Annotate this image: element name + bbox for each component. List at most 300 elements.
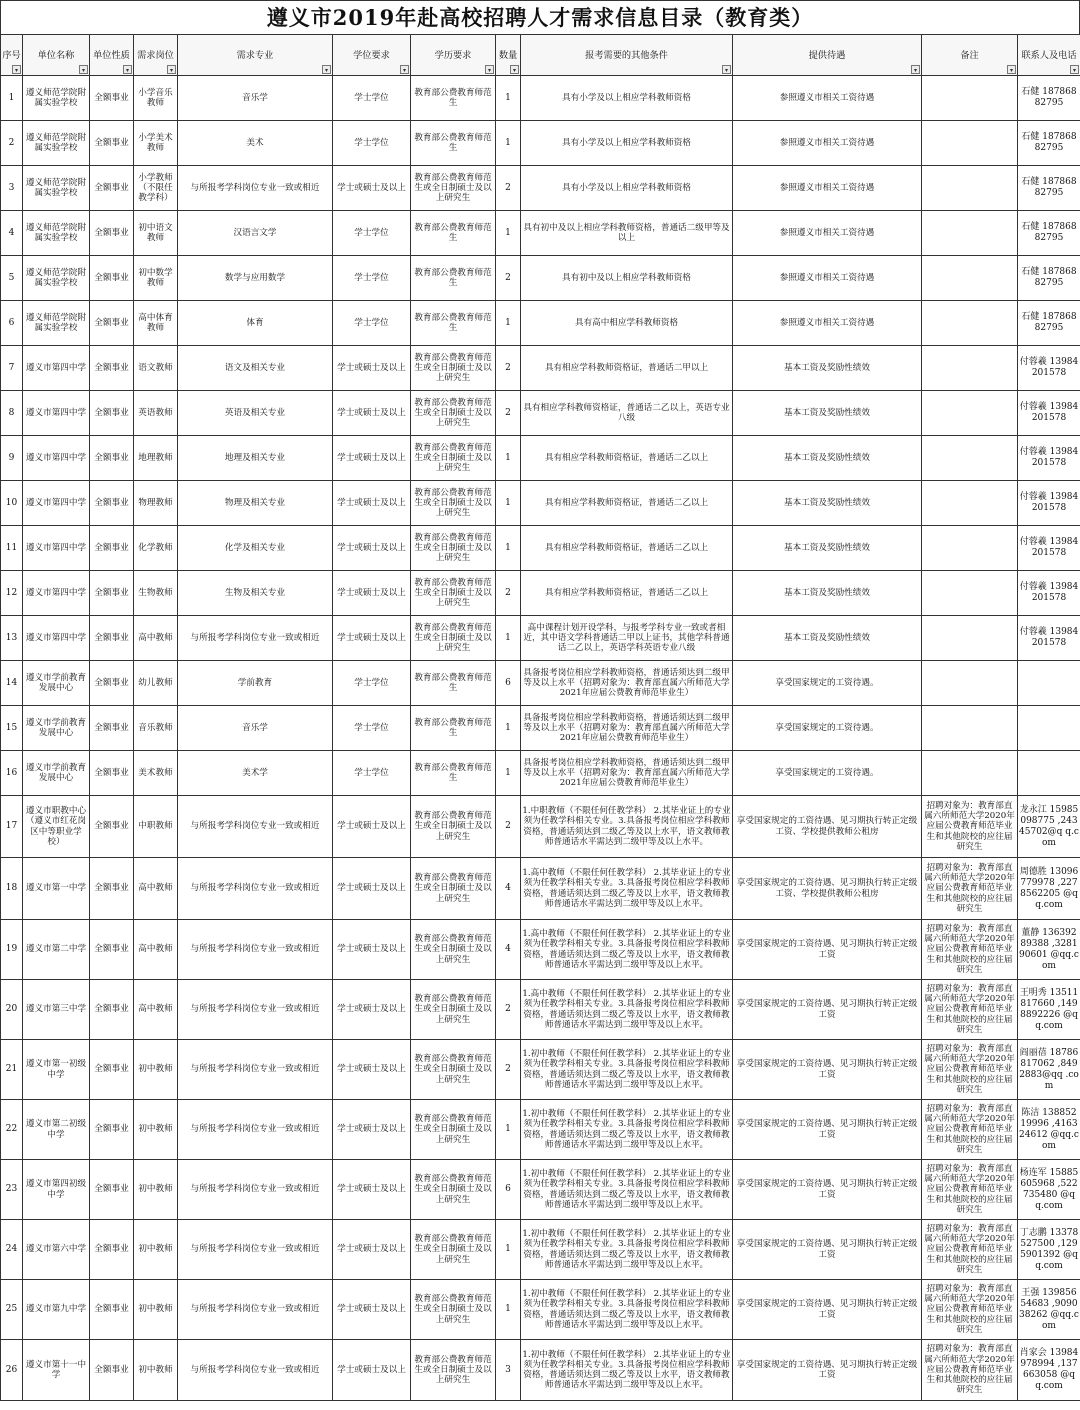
remarks-cell — [922, 526, 1018, 571]
remarks-cell — [922, 571, 1018, 616]
contact-cell: 付蓉羲 13984201578 — [1018, 436, 1080, 481]
degree-cell: 学士或硕士及以上 — [333, 1040, 411, 1100]
benefits-cell: 享受国家规定的工资待遇、见习期执行转正定级工资 — [733, 1280, 922, 1340]
remarks-cell: 招聘对象为：教育部直属六所师范大学2020年应届公费教育师范毕业生和其他院校的应往届研究生 — [922, 1100, 1018, 1160]
education-cell: 教育部公费教育师范生或全日制硕士及以上研究生 — [411, 166, 496, 211]
conditions-cell: 具有初中及以上相应学科教师资格，普通话二级甲等及以上 — [521, 211, 733, 256]
position-cell: 高中教师 — [134, 616, 178, 661]
education-cell: 教育部公费教育师范生或全日制硕士及以上研究生 — [411, 571, 496, 616]
education-cell: 教育部公费教育师范生 — [411, 301, 496, 346]
benefits-cell: 基本工资及奖励性绩效 — [733, 616, 922, 661]
unit-type-cell: 全额事业 — [90, 706, 134, 751]
filter-dropdown-icon[interactable]: ▾ — [400, 65, 409, 74]
conditions-cell: 具备报考岗位相应学科教师资格，普通话须达到二级甲等及以上水平（招聘对象为：教育部直属六所师范大学2021年应届公费教育师范毕业生） — [521, 751, 733, 796]
table-row — [1, 1340, 1080, 1401]
unit-type-cell: 全额事业 — [90, 391, 134, 436]
table-row — [1, 616, 1080, 661]
major-cell: 英语及相关专业 — [178, 391, 333, 436]
major-cell: 与所报考学科岗位专业一致或相近 — [178, 858, 333, 920]
degree-cell: 学士或硕士及以上 — [333, 1160, 411, 1220]
unit-name-cell: 遵义市第一中学 — [23, 858, 90, 920]
unit-name-cell: 遵义市第三中学 — [23, 980, 90, 1040]
position-cell: 初中语文教师 — [134, 211, 178, 256]
row-index-cell: 17 — [1, 796, 23, 858]
table-row — [1, 481, 1080, 526]
degree-cell: 学士或硕士及以上 — [333, 346, 411, 391]
table-row — [1, 1040, 1080, 1100]
remarks-cell — [922, 706, 1018, 751]
education-cell: 教育部公费教育师范生或全日制硕士及以上研究生 — [411, 526, 496, 571]
contact-cell: 付蓉羲 13984201578 — [1018, 391, 1080, 436]
position-cell: 初中教师 — [134, 1160, 178, 1220]
quantity-cell: 4 — [496, 920, 521, 980]
education-cell: 教育部公费教育师范生或全日制硕士及以上研究生 — [411, 980, 496, 1040]
degree-cell: 学士学位 — [333, 211, 411, 256]
degree-cell: 学士学位 — [333, 301, 411, 346]
benefits-cell: 参照遵义市相关工资待遇 — [733, 211, 922, 256]
quantity-cell: 1 — [496, 1280, 521, 1340]
remarks-cell: 招聘对象为：教育部直属六所师范大学2020年应届公费教育师范毕业生和其他院校的应往届研究生 — [922, 796, 1018, 858]
contact-cell: 付蓉羲 13984201578 — [1018, 346, 1080, 391]
position-cell: 初中教师 — [134, 1100, 178, 1160]
table-body — [1, 76, 1080, 1401]
unit-type-cell: 全额事业 — [90, 858, 134, 920]
quantity-cell: 1 — [496, 301, 521, 346]
header-label: 提供待遇 — [808, 49, 846, 61]
position-cell: 初中教师 — [134, 1040, 178, 1100]
contact-cell: 付蓉羲 13984201578 — [1018, 571, 1080, 616]
unit-name-cell: 遵义市学前教育发展中心 — [23, 706, 90, 751]
benefits-cell: 享受国家规定的工资待遇、见习期执行转正定级工资 — [733, 1340, 922, 1401]
remarks-cell — [922, 301, 1018, 346]
row-index-cell: 12 — [1, 571, 23, 616]
major-cell: 美术 — [178, 121, 333, 166]
contact-cell: 龙永江 15985098775 ,24345702@q q.com — [1018, 796, 1080, 858]
position-cell: 小学教师（不限任教学科） — [134, 166, 178, 211]
position-cell: 语文教师 — [134, 346, 178, 391]
header-remarks — [922, 35, 1018, 76]
contact-cell: 石健 18786882795 — [1018, 76, 1080, 121]
major-cell: 化学及相关专业 — [178, 526, 333, 571]
unit-name-cell: 遵义师范学院附属实验学校 — [23, 211, 90, 256]
unit-type-cell: 全额事业 — [90, 76, 134, 121]
filter-dropdown-icon[interactable]: ▾ — [79, 65, 88, 74]
degree-cell: 学士或硕士及以上 — [333, 796, 411, 858]
benefits-cell: 享受国家规定的工资待遇、见习期执行转正定级工资 — [733, 1100, 922, 1160]
education-cell: 教育部公费教育师范生 — [411, 751, 496, 796]
degree-cell: 学士或硕士及以上 — [333, 526, 411, 571]
contact-cell: 肖家会 13984978994 ,137663058 @qq.com — [1018, 1340, 1080, 1401]
header-degree — [333, 35, 411, 76]
row-index-cell: 24 — [1, 1220, 23, 1280]
unit-name-cell: 遵义市第六中学 — [23, 1220, 90, 1280]
unit-type-cell: 全额事业 — [90, 1340, 134, 1401]
filter-dropdown-icon[interactable]: ▾ — [1007, 65, 1016, 74]
remarks-cell — [922, 751, 1018, 796]
table-row — [1, 706, 1080, 751]
row-index-cell: 7 — [1, 346, 23, 391]
education-cell: 教育部公费教育师范生或全日制硕士及以上研究生 — [411, 1220, 496, 1280]
row-index-cell: 22 — [1, 1100, 23, 1160]
contact-cell: 付蓉羲 13984201578 — [1018, 526, 1080, 571]
education-cell: 教育部公费教育师范生 — [411, 121, 496, 166]
conditions-cell: 具备报考岗位相应学科教师资格，普通话须达到二级甲等及以上水平（招聘对象为：教育部直属六所师范大学2021年应届公费教育师范毕业生） — [521, 661, 733, 706]
unit-type-cell: 全额事业 — [90, 301, 134, 346]
unit-type-cell: 全额事业 — [90, 481, 134, 526]
filter-dropdown-icon[interactable]: ▾ — [1070, 65, 1079, 74]
contact-cell: 付蓉羲 13984201578 — [1018, 616, 1080, 661]
major-cell: 美术学 — [178, 751, 333, 796]
remarks-cell: 招聘对象为：教育部直属六所师范大学2020年应届公费教育师范毕业生和其他院校的应往届研究生 — [922, 1280, 1018, 1340]
quantity-cell: 2 — [496, 346, 521, 391]
header-label: 数量 — [498, 49, 518, 61]
contact-cell: 杨连军 15885605968 ,522735480 @qq.com — [1018, 1160, 1080, 1220]
degree-cell: 学士或硕士及以上 — [333, 436, 411, 481]
remarks-cell: 招聘对象为：教育部直属六所师范大学2020年应届公费教育师范毕业生和其他院校的应往届研究生 — [922, 1040, 1018, 1100]
benefits-cell: 参照遵义市相关工资待遇 — [733, 256, 922, 301]
filter-dropdown-icon[interactable]: ▾ — [510, 65, 519, 74]
table-row — [1, 391, 1080, 436]
major-cell: 音乐学 — [178, 706, 333, 751]
conditions-cell: 具备报考岗位相应学科教师资格，普通话须达到二级甲等及以上水平（招聘对象为：教育部直属六所师范大学2021年应届公费教育师范毕业生） — [521, 706, 733, 751]
education-cell: 教育部公费教育师范生或全日制硕士及以上研究生 — [411, 1340, 496, 1401]
benefits-cell: 基本工资及奖励性绩效 — [733, 526, 922, 571]
major-cell: 与所报考学科岗位专业一致或相近 — [178, 1280, 333, 1340]
position-cell: 高中体育教师 — [134, 301, 178, 346]
position-cell: 幼儿教师 — [134, 661, 178, 706]
contact-cell: 石健 18786882795 — [1018, 301, 1080, 346]
unit-name-cell: 遵义师范学院附属实验学校 — [23, 76, 90, 121]
filter-dropdown-icon[interactable]: ▾ — [911, 65, 920, 74]
conditions-cell: 具有相应学科教师资格证，普通话二乙以上 — [521, 481, 733, 526]
degree-cell: 学士学位 — [333, 121, 411, 166]
remarks-cell — [922, 166, 1018, 211]
header-label: 联系人及电话 — [1021, 49, 1077, 61]
unit-name-cell: 遵义市第四中学 — [23, 526, 90, 571]
education-cell: 教育部公费教育师范生 — [411, 211, 496, 256]
major-cell: 与所报考学科岗位专业一致或相近 — [178, 1100, 333, 1160]
header-label: 需求专业 — [236, 49, 274, 61]
conditions-cell: 1.中职教师（不限任何任教学科） 2.其毕业证上的专业须为任教学科相关专业。3.具备报考岗位相应学科教师资格，普通话须达到二级乙等及以上水平，语文教师教师普通话水平需达到二级甲等及以上水平。 — [521, 796, 733, 858]
unit-type-cell: 全额事业 — [90, 980, 134, 1040]
position-cell: 地理教师 — [134, 436, 178, 481]
major-cell: 与所报考学科岗位专业一致或相近 — [178, 1160, 333, 1220]
position-cell: 生物教师 — [134, 571, 178, 616]
education-cell: 教育部公费教育师范生或全日制硕士及以上研究生 — [411, 346, 496, 391]
header-label: 学位要求 — [353, 49, 390, 61]
benefits-cell: 享受国家规定的工资待遇、见习期执行转正定级工资、学校提供教师公租房 — [733, 858, 922, 920]
unit-name-cell: 遵义市第九中学 — [23, 1280, 90, 1340]
major-cell: 汉语言文学 — [178, 211, 333, 256]
quantity-cell: 1 — [496, 76, 521, 121]
conditions-cell: 1.初中教师（不限任何任教学科） 2.其毕业证上的专业须为任教学科相关专业。3.具备报考岗位相应学科教师资格，普通话须达到二级乙等及以上水平，语文教师教师普通话水平需达到二级甲等及以上水平。 — [521, 1100, 733, 1160]
header-position — [134, 35, 178, 76]
degree-cell: 学士或硕士及以上 — [333, 1220, 411, 1280]
remarks-cell — [922, 661, 1018, 706]
conditions-cell: 1.初中教师（不限任何任教学科） 2.其毕业证上的专业须为任教学科相关专业。3.具备报考岗位相应学科教师资格，普通话须达到二级乙等及以上水平，语文教师教师普通话水平需达到二级甲等及以上水平。 — [521, 1160, 733, 1220]
quantity-cell: 1 — [496, 751, 521, 796]
row-index-cell: 25 — [1, 1280, 23, 1340]
degree-cell: 学士学位 — [333, 706, 411, 751]
education-cell: 教育部公费教育师范生或全日制硕士及以上研究生 — [411, 858, 496, 920]
header-label: 需求岗位 — [137, 49, 174, 61]
unit-type-cell: 全额事业 — [90, 256, 134, 301]
education-cell: 教育部公费教育师范生 — [411, 706, 496, 751]
table-row — [1, 301, 1080, 346]
conditions-cell: 具有初中及以上相应学科教师资格 — [521, 256, 733, 301]
position-cell: 英语教师 — [134, 391, 178, 436]
major-cell: 生物及相关专业 — [178, 571, 333, 616]
remarks-cell: 招聘对象为：教育部直属六所师范大学2020年应届公费教育师范毕业生和其他院校的应往届研究生 — [922, 980, 1018, 1040]
education-cell: 教育部公费教育师范生或全日制硕士及以上研究生 — [411, 481, 496, 526]
unit-name-cell: 遵义师范学院附属实验学校 — [23, 166, 90, 211]
contact-cell — [1018, 661, 1080, 706]
table-row — [1, 796, 1080, 858]
position-cell: 高中教师 — [134, 920, 178, 980]
document-title: 遵义市2019年赴高校招聘人才需求信息目录（教育类） — [0, 0, 1080, 34]
major-cell: 语文及相关专业 — [178, 346, 333, 391]
filter-dropdown-icon[interactable]: ▾ — [322, 65, 331, 74]
quantity-cell: 1 — [496, 436, 521, 481]
education-cell: 教育部公费教育师范生或全日制硕士及以上研究生 — [411, 616, 496, 661]
unit-type-cell: 全额事业 — [90, 796, 134, 858]
remarks-cell — [922, 436, 1018, 481]
degree-cell: 学士学位 — [333, 661, 411, 706]
filter-dropdown-icon[interactable]: ▾ — [123, 65, 132, 74]
unit-name-cell: 遵义市第二中学 — [23, 920, 90, 980]
table-row — [1, 256, 1080, 301]
degree-cell: 学士或硕士及以上 — [333, 481, 411, 526]
education-cell: 教育部公费教育师范生或全日制硕士及以上研究生 — [411, 1100, 496, 1160]
benefits-cell: 参照遵义市相关工资待遇 — [733, 121, 922, 166]
header-label: 序号 — [2, 49, 21, 61]
table-row — [1, 76, 1080, 121]
unit-type-cell: 全额事业 — [90, 1100, 134, 1160]
unit-name-cell: 遵义市第四初级中学 — [23, 1160, 90, 1220]
header-label: 学历要求 — [434, 49, 472, 61]
remarks-cell — [922, 76, 1018, 121]
quantity-cell: 4 — [496, 858, 521, 920]
major-cell: 数学与应用数学 — [178, 256, 333, 301]
unit-type-cell: 全额事业 — [90, 751, 134, 796]
major-cell: 与所报考学科岗位专业一致或相近 — [178, 980, 333, 1040]
row-index-cell: 10 — [1, 481, 23, 526]
filter-dropdown-icon[interactable]: ▾ — [485, 65, 494, 74]
benefits-cell: 享受国家规定的工资待遇、见习期执行转正定级工资 — [733, 1040, 922, 1100]
header-education — [411, 35, 496, 76]
quantity-cell: 1 — [496, 526, 521, 571]
education-cell: 教育部公费教育师范生 — [411, 256, 496, 301]
contact-cell: 董静 13639289388 ,328190601 @qq.com — [1018, 920, 1080, 980]
row-index-cell: 18 — [1, 858, 23, 920]
remarks-cell — [922, 481, 1018, 526]
header-major — [178, 35, 333, 76]
quantity-cell: 1 — [496, 1100, 521, 1160]
position-cell: 初中数学教师 — [134, 256, 178, 301]
major-cell: 与所报考学科岗位专业一致或相近 — [178, 1340, 333, 1401]
header-contact — [1018, 35, 1080, 76]
quantity-cell: 2 — [496, 166, 521, 211]
conditions-cell: 1.初中教师（不限任何任教学科） 2.其毕业证上的专业须为任教学科相关专业。3.具备报考岗位相应学科教师资格，普通话须达到二级乙等及以上水平，语文教师教师普通话水平需达到二级甲等及以上水平。 — [521, 1220, 733, 1280]
contact-cell: 阎丽蓓 18786817062 ,8492883@qq .com — [1018, 1040, 1080, 1100]
row-index-cell: 6 — [1, 301, 23, 346]
position-cell: 小学音乐教师 — [134, 76, 178, 121]
quantity-cell: 3 — [496, 1340, 521, 1401]
unit-type-cell: 全额事业 — [90, 571, 134, 616]
quantity-cell: 2 — [496, 256, 521, 301]
contact-cell — [1018, 706, 1080, 751]
degree-cell: 学士学位 — [333, 256, 411, 301]
row-index-cell: 21 — [1, 1040, 23, 1100]
quantity-cell: 2 — [496, 571, 521, 616]
unit-name-cell: 遵义市学前教育发展中心 — [23, 751, 90, 796]
degree-cell: 学士或硕士及以上 — [333, 920, 411, 980]
unit-type-cell: 全额事业 — [90, 1220, 134, 1280]
unit-type-cell: 全额事业 — [90, 661, 134, 706]
conditions-cell: 具有小学及以上相应学科教师资格 — [521, 121, 733, 166]
position-cell: 化学教师 — [134, 526, 178, 571]
major-cell: 地理及相关专业 — [178, 436, 333, 481]
contact-cell: 石健 18786882795 — [1018, 166, 1080, 211]
unit-name-cell: 遵义师范学院附属实验学校 — [23, 121, 90, 166]
degree-cell: 学士或硕士及以上 — [333, 571, 411, 616]
header-label: 备注 — [960, 49, 979, 61]
table-row — [1, 751, 1080, 796]
benefits-cell: 享受国家规定的工资待遇、见习期执行转正定级工资 — [733, 980, 922, 1040]
unit-name-cell: 遵义市第四中学 — [23, 481, 90, 526]
table-row — [1, 571, 1080, 616]
unit-name-cell: 遵义市第四中学 — [23, 436, 90, 481]
unit-type-cell: 全额事业 — [90, 1160, 134, 1220]
conditions-cell: 具有相应学科教师资格证，普通话二甲以上 — [521, 346, 733, 391]
unit-type-cell: 全额事业 — [90, 1280, 134, 1340]
recruitment-table — [0, 34, 1080, 1401]
row-index-cell: 5 — [1, 256, 23, 301]
unit-type-cell: 全额事业 — [90, 121, 134, 166]
contact-cell: 周德胜 13096779978 ,2278562205 @qq.com — [1018, 858, 1080, 920]
unit-type-cell: 全额事业 — [90, 436, 134, 481]
conditions-cell: 1.高中教师（不限任何任教学科） 2.其毕业证上的专业须为任教学科相关专业。3.具备报考岗位相应学科教师资格，普通话须达到二级乙等及以上水平，语文教师教师普通话水平需达到二级甲等及以上水平。 — [521, 920, 733, 980]
major-cell: 物理及相关专业 — [178, 481, 333, 526]
unit-name-cell: 遵义市第四中学 — [23, 391, 90, 436]
quantity-cell: 6 — [496, 661, 521, 706]
unit-name-cell: 遵义市第二初级中学 — [23, 1100, 90, 1160]
benefits-cell: 享受国家规定的工资待遇、见习期执行转正定级工资 — [733, 1160, 922, 1220]
position-cell: 物理教师 — [134, 481, 178, 526]
row-index-cell: 14 — [1, 661, 23, 706]
unit-name-cell: 遵义师范学院附属实验学校 — [23, 256, 90, 301]
position-cell: 小学美术教师 — [134, 121, 178, 166]
benefits-cell: 享受国家规定的工资待遇。 — [733, 751, 922, 796]
quantity-cell: 2 — [496, 1040, 521, 1100]
benefits-cell: 参照遵义市相关工资待遇 — [733, 76, 922, 121]
education-cell: 教育部公费教育师范生或全日制硕士及以上研究生 — [411, 796, 496, 858]
education-cell: 教育部公费教育师范生或全日制硕士及以上研究生 — [411, 1280, 496, 1340]
contact-cell: 王强 13985654683 ,909038262 @qq.com — [1018, 1280, 1080, 1340]
filter-dropdown-icon[interactable]: ▾ — [167, 65, 176, 74]
unit-type-cell: 全额事业 — [90, 211, 134, 256]
education-cell: 教育部公费教育师范生或全日制硕士及以上研究生 — [411, 1040, 496, 1100]
education-cell: 教育部公费教育师范生或全日制硕士及以上研究生 — [411, 1160, 496, 1220]
unit-name-cell: 遵义市职教中心（遵义市红花岗区中等职业学校） — [23, 796, 90, 858]
benefits-cell: 基本工资及奖励性绩效 — [733, 571, 922, 616]
unit-name-cell: 遵义市学前教育发展中心 — [23, 661, 90, 706]
row-index-cell: 9 — [1, 436, 23, 481]
remarks-cell: 招聘对象为：教育部直属六所师范大学2020年应届公费教育师范毕业生和其他院校的应往届研究生 — [922, 1220, 1018, 1280]
position-cell: 美术教师 — [134, 751, 178, 796]
quantity-cell: 1 — [496, 1220, 521, 1280]
benefits-cell: 基本工资及奖励性绩效 — [733, 346, 922, 391]
conditions-cell: 1.高中教师（不限任何任教学科） 2.其毕业证上的专业须为任教学科相关专业。3.具备报考岗位相应学科教师资格，普通话须达到二级乙等及以上水平，语文教师教师普通话水平需达到二级甲等及以上水平。 — [521, 980, 733, 1040]
row-index-cell: 11 — [1, 526, 23, 571]
remarks-cell: 招聘对象为：教育部直属六所师范大学2020年应届公费教育师范毕业生和其他院校的应往届研究生 — [922, 920, 1018, 980]
degree-cell: 学士或硕士及以上 — [333, 616, 411, 661]
filter-dropdown-icon[interactable]: ▾ — [12, 65, 21, 74]
degree-cell: 学士学位 — [333, 76, 411, 121]
quantity-cell: 1 — [496, 616, 521, 661]
position-cell: 音乐教师 — [134, 706, 178, 751]
contact-cell — [1018, 751, 1080, 796]
unit-type-cell: 全额事业 — [90, 1040, 134, 1100]
contact-cell: 王明秀 13511817660 ,1498892226 @qq.com — [1018, 980, 1080, 1040]
header-index — [1, 35, 23, 76]
unit-name-cell: 遵义市第四中学 — [23, 346, 90, 391]
quantity-cell: 2 — [496, 796, 521, 858]
contact-cell: 石健 18786882795 — [1018, 211, 1080, 256]
degree-cell: 学士或硕士及以上 — [333, 391, 411, 436]
degree-cell: 学士或硕士及以上 — [333, 1340, 411, 1401]
benefits-cell: 享受国家规定的工资待遇、见习期执行转正定级工资 — [733, 920, 922, 980]
benefits-cell: 享受国家规定的工资待遇、见习期执行转正定级工资、学校提供教师公租房 — [733, 796, 922, 858]
benefits-cell: 享受国家规定的工资待遇。 — [733, 706, 922, 751]
remarks-cell: 招聘对象为：教育部直属六所师范大学2020年应届公费教育师范毕业生和其他院校的应往届研究生 — [922, 858, 1018, 920]
row-index-cell: 4 — [1, 211, 23, 256]
conditions-cell: 具有相应学科教师资格证，普通话二乙以上 — [521, 526, 733, 571]
contact-cell: 陈洁 13885219996 ,416324612 @qq.com — [1018, 1100, 1080, 1160]
major-cell: 与所报考学科岗位专业一致或相近 — [178, 920, 333, 980]
benefits-cell: 享受国家规定的工资待遇。 — [733, 661, 922, 706]
table-row — [1, 980, 1080, 1040]
unit-name-cell: 遵义市第四中学 — [23, 571, 90, 616]
conditions-cell: 1.初中教师（不限任何任教学科） 2.其毕业证上的专业须为任教学科相关专业。3.具备报考岗位相应学科教师资格，普通话须达到二级乙等及以上水平，语文教师教师普通话水平需达到二级甲等及以上水平。 — [521, 1340, 733, 1401]
row-index-cell: 16 — [1, 751, 23, 796]
degree-cell: 学士或硕士及以上 — [333, 1100, 411, 1160]
table-row — [1, 1280, 1080, 1340]
header-label: 报考需要的其他条件 — [585, 49, 668, 61]
remarks-cell — [922, 211, 1018, 256]
contact-cell: 付蓉羲 13984201578 — [1018, 481, 1080, 526]
table-header-row — [1, 35, 1080, 76]
quantity-cell: 1 — [496, 706, 521, 751]
header-label: 单位名称 — [37, 49, 75, 61]
filter-dropdown-icon[interactable]: ▾ — [722, 65, 731, 74]
benefits-cell: 基本工资及奖励性绩效 — [733, 481, 922, 526]
remarks-cell — [922, 256, 1018, 301]
position-cell: 初中教师 — [134, 1340, 178, 1401]
quantity-cell: 1 — [496, 481, 521, 526]
remarks-cell — [922, 121, 1018, 166]
remarks-cell — [922, 616, 1018, 661]
row-index-cell: 20 — [1, 980, 23, 1040]
unit-type-cell: 全额事业 — [90, 166, 134, 211]
remarks-cell — [922, 346, 1018, 391]
major-cell: 与所报考学科岗位专业一致或相近 — [178, 796, 333, 858]
header-conditions — [521, 35, 733, 76]
row-index-cell: 23 — [1, 1160, 23, 1220]
row-index-cell: 19 — [1, 920, 23, 980]
conditions-cell: 具有高中相应学科教师资格 — [521, 301, 733, 346]
table-row — [1, 346, 1080, 391]
